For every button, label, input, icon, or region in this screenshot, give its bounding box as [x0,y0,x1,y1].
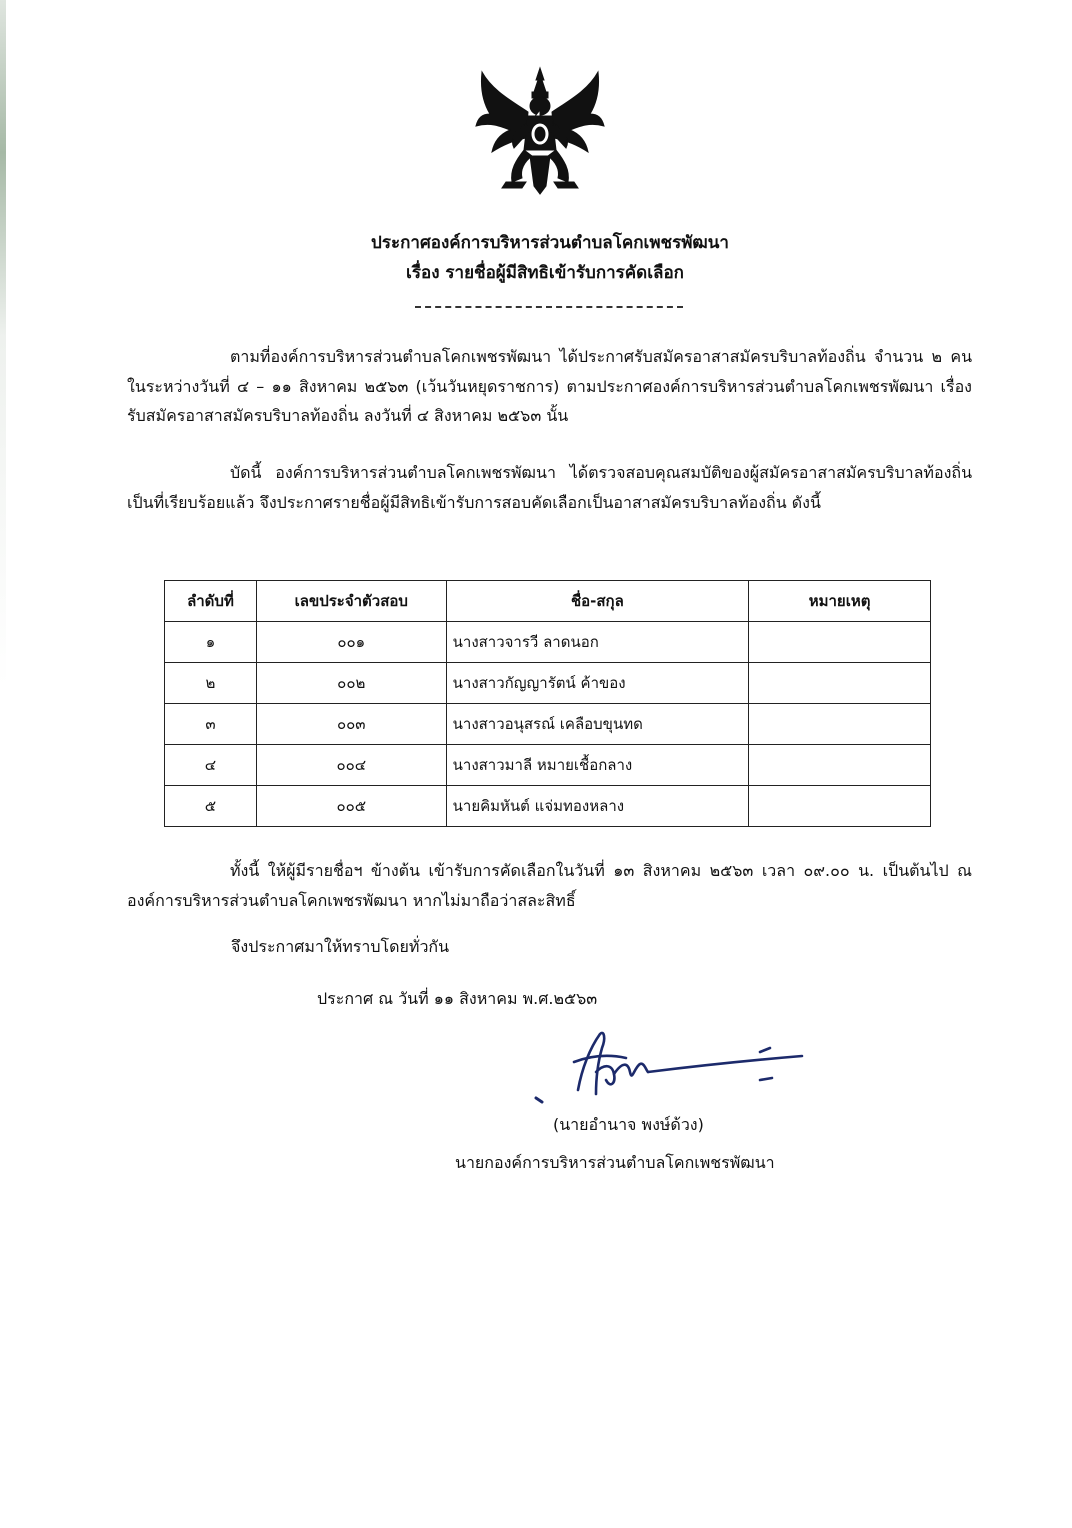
cell-exam-id: ๐๐๒ [256,663,446,704]
signer-name: (นายอำนาจ พงษ์ด้วง) [553,1115,704,1134]
scan-edge [0,0,6,1528]
cell-remarks [749,663,931,704]
candidate-table [164,580,931,827]
body-paragraph-3: ทั้งนี้ ให้ผู้มีรายชื่อฯ ข้างต้น เข้ารับการคัดเลือกในวันที่ ๑๓ สิงหาคม ๒๕๖๓ เวลา ๐๙.๐๐ น. เป็นต้นไป ณ องค์การบริหารส่วนตำบลโคกเพชรพัฒนา หากไม่มาถือว่าสละสิทธิ์ [127,861,972,910]
cell-name: นายคิมหันต์ แจ่มทองหลาง [446,786,749,827]
cell-name: นางสาวอนุสรณ์ เคลือบขุนทด [446,704,749,745]
cell-remarks [749,622,931,663]
cell-name: นางสาวจารวี ลาดนอก [446,622,749,663]
cell-remarks [749,704,931,745]
cell-order: ๔ [165,745,257,786]
cell-name: นางสาวกัญญารัตน์ ค้าของ [446,663,749,704]
table-row [165,663,931,704]
cell-order: ๑ [165,622,257,663]
table-row [165,786,931,827]
cell-exam-id: ๐๐๓ [256,704,446,745]
table-row [165,704,931,745]
cell-exam-id: ๐๐๔ [256,745,446,786]
title-divider [415,306,683,308]
cell-order: ๕ [165,786,257,827]
table-row [165,745,931,786]
table-row [165,622,931,663]
handwritten-signature-icon [530,1028,810,1112]
table-header-row [165,581,931,622]
header-remarks: หมายเหตุ [749,581,931,622]
cell-order: ๓ [165,704,257,745]
announcement-subject: เรื่อง รายชื่อผู้มีสิทธิเข้ารับการคัดเลือก [406,263,684,283]
cell-remarks [749,745,931,786]
body-paragraph-2: บัดนี้ องค์การบริหารส่วนตำบลโคกเพชรพัฒนา ได้ตรวจสอบคุณสมบัติของผู้สมัครอาสาสมัครบริบาลท้องถิ่น เป็นที่เรียบร้อยแล้ว จึงประกาศรายชื่อผู้มีสิทธิเข้ารับการสอบคัดเลือกเป็นอาสาสมัครบริบาลท้องถิ่น ดังนี้ [127,463,972,512]
header-order: ลำดับที่ [165,581,257,622]
cell-remarks [749,786,931,827]
announcement-title: ประกาศองค์การบริหารส่วนตำบลโคกเพชรพัฒนา [371,233,729,253]
garuda-emblem-icon [470,60,610,200]
cell-order: ๒ [165,663,257,704]
body-paragraph-1: ตามที่องค์การบริหารส่วนตำบลโคกเพชรพัฒนา ได้ประกาศรับสมัครอาสาสมัครบริบาลท้องถิ่น จำนวน ๒ คน ในระหว่างวันที่ ๔ – ๑๑ สิงหาคม ๒๕๖๓ (เว้นวันหยุดราชการ) ตามประกาศองค์การบริหารส่วนตำบลโคกเพชรพัฒนา เรื่อง รับสมัครอาสาสมัครบริบาลท้องถิ่น ลงวันที่ ๔ สิงหาคม ๒๕๖๓ นั้น [127,347,972,425]
cell-exam-id: ๐๐๑ [256,622,446,663]
signer-position: นายกองค์การบริหารส่วนตำบลโคกเพชรพัฒนา [455,1153,775,1172]
cell-name: นางสาวมาลี หมายเชื้อกลาง [446,745,749,786]
header-name: ชื่อ-สกุล [446,581,749,622]
announce-line: จึงประกาศมาให้ทราบโดยทั่วกัน [231,937,450,956]
cell-exam-id: ๐๐๕ [256,786,446,827]
announcement-date: ประกาศ ณ วันที่ ๑๑ สิงหาคม พ.ศ.๒๕๖๓ [317,989,598,1008]
header-exam-id: เลขประจำตัวสอบ [256,581,446,622]
